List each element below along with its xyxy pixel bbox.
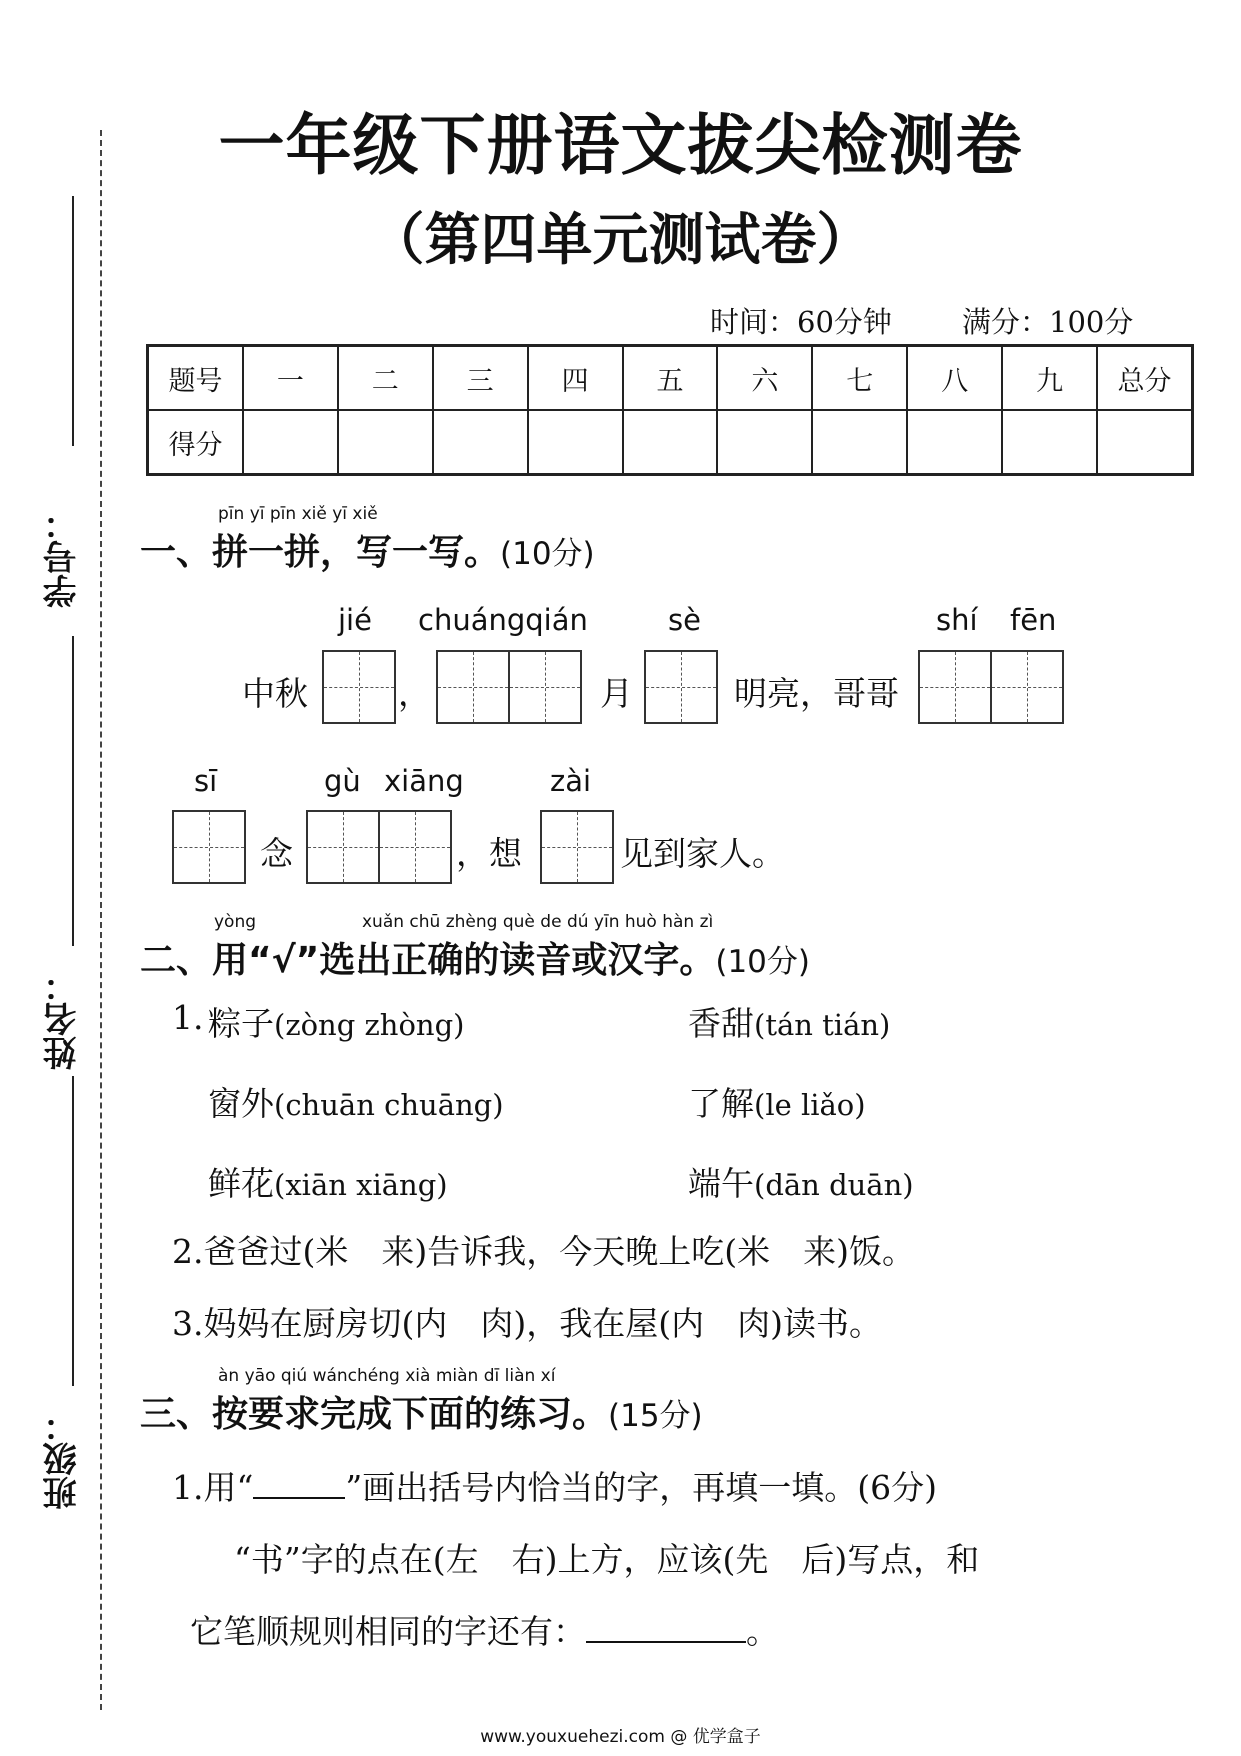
name-rule	[72, 636, 74, 946]
section1-heading	[140, 524, 595, 575]
pinyin-label: sī	[194, 764, 218, 798]
class-label: 班级：	[43, 1408, 83, 1510]
pinyin-label: zài	[550, 764, 592, 798]
table-col: 三	[433, 346, 528, 411]
section2-pinyin: yòng	[214, 912, 257, 932]
choice-item	[688, 998, 890, 1045]
table-header-cell: 得分	[148, 410, 243, 475]
section1-pinyin: pīn yī pīn xiě yī xiě	[218, 504, 378, 524]
section2-points: (10分)	[715, 944, 810, 980]
full-score: 满分：100分	[962, 305, 1134, 339]
section3-title: 三、按要求完成下面的练习。	[140, 1394, 609, 1435]
writing-grid-se[interactable]	[644, 650, 718, 724]
choice-word: 窗外	[208, 1084, 274, 1123]
writing-grid-chuangqian[interactable]	[436, 650, 582, 724]
choice-item	[208, 1158, 448, 1205]
table-col: 五	[623, 346, 718, 411]
score-input-cell[interactable]	[717, 410, 812, 475]
section3-points: (15分)	[608, 1398, 703, 1434]
choice-word: 了解	[688, 1084, 754, 1123]
section3-pinyin: àn yāo qiú wánchéng xià miàn dī liàn xí	[218, 1366, 556, 1386]
choice-options[interactable]: (tán tián)	[754, 1008, 891, 1042]
pinyin-label: xiāng	[384, 764, 464, 798]
score-input-cell[interactable]	[243, 410, 338, 475]
section1-title: 一、拼一拼，写一写。	[140, 532, 501, 573]
writing-grid-shifen[interactable]	[918, 650, 1064, 724]
table-col: 四	[528, 346, 623, 411]
choice-item	[688, 1078, 866, 1125]
class-rule	[72, 1076, 74, 1386]
pinyin-label: shí	[936, 603, 978, 637]
score-input-cell[interactable]	[1002, 410, 1097, 475]
page-subtitle: （第四单元测试卷）	[368, 207, 873, 273]
sentence-text: 明亮，哥哥	[734, 674, 899, 713]
sentence-text: ，想	[456, 834, 522, 873]
sentence-text: 念	[260, 834, 293, 873]
sentence-text: 月	[600, 674, 633, 713]
table-col: 九	[1002, 346, 1097, 411]
table-col: 二	[338, 346, 433, 411]
score-input-cell[interactable]	[623, 410, 718, 475]
section3-line-2	[190, 1606, 779, 1653]
question-number: 1.	[172, 998, 204, 1037]
section2-pinyin: xuǎn chū zhèng què de dú yīn huò hàn zì	[362, 912, 714, 932]
choice-options[interactable]: (zòng zhòng)	[274, 1008, 465, 1042]
score-input-cell[interactable]	[433, 410, 528, 475]
line2-end: 。	[746, 1612, 779, 1651]
page-title: 一年级下册语文拔尖检测卷	[218, 106, 1023, 184]
sentence-text: 见到家人。	[620, 834, 785, 873]
table-row	[148, 410, 1193, 475]
sentence-text: ，	[398, 674, 431, 713]
table-col: 一	[243, 346, 338, 411]
choice-options[interactable]: (chuān chuāng)	[274, 1088, 504, 1122]
score-input-cell[interactable]	[1097, 410, 1192, 475]
answer-blank[interactable]	[586, 1641, 746, 1643]
choice-options[interactable]: (le liǎo)	[754, 1088, 866, 1122]
score-input-cell[interactable]	[338, 410, 433, 475]
pinyin-label: gù	[324, 764, 361, 798]
underline-sample	[253, 1497, 345, 1499]
time-limit: 时间：60分钟	[710, 305, 892, 339]
pinyin-label: chuángqián	[418, 603, 588, 637]
writing-grid-si[interactable]	[172, 810, 246, 884]
score-table	[146, 344, 1194, 476]
table-col: 六	[717, 346, 812, 411]
question-3: 3.妈妈在厨房切(内 肉)，我在屋(内 肉)读书。	[172, 1304, 882, 1343]
writing-grid-zai[interactable]	[540, 810, 614, 884]
choice-item	[208, 998, 464, 1045]
choice-options[interactable]: (dān duān)	[754, 1168, 914, 1202]
table-row	[148, 346, 1193, 411]
section3-line-1: “书”字的点在(左 右)上方，应该(先 后)写点，和	[234, 1540, 980, 1579]
section2-heading	[140, 932, 810, 983]
sentence-text: 中秋	[242, 674, 308, 713]
score-input-cell[interactable]	[528, 410, 623, 475]
writing-grid-guxiang[interactable]	[306, 810, 452, 884]
section3-question-1	[172, 1462, 937, 1509]
choice-word: 端午	[688, 1164, 754, 1203]
pinyin-label: fēn	[1010, 603, 1057, 637]
footer-watermark: www.youxuehezi.com @ 优学盒子	[480, 1727, 761, 1747]
table-col: 七	[812, 346, 907, 411]
section3-heading	[140, 1386, 703, 1437]
q1-suffix: ”画出括号内恰当的字，再填一填。(6分)	[345, 1468, 937, 1507]
q1-prefix: 1.用“	[172, 1468, 254, 1507]
table-col: 总分	[1097, 346, 1192, 411]
choice-word: 粽子	[208, 1004, 274, 1043]
binding-dashed-line	[100, 130, 102, 1710]
section2-title: 二、用“√”选出正确的读音或汉字。	[140, 940, 716, 981]
choice-item	[208, 1078, 504, 1125]
score-input-cell[interactable]	[812, 410, 907, 475]
table-col: 八	[907, 346, 1002, 411]
choice-word: 香甜	[688, 1004, 754, 1043]
choice-options[interactable]: (xiān xiāng)	[274, 1168, 448, 1202]
table-header-cell: 题号	[148, 346, 243, 411]
score-input-cell[interactable]	[907, 410, 1002, 475]
section1-points: (10分)	[500, 536, 595, 572]
choice-word: 鲜花	[208, 1164, 274, 1203]
name-label: 姓名：	[43, 968, 83, 1070]
choice-item	[688, 1158, 914, 1205]
line2-text: 它笔顺规则相同的字还有：	[190, 1612, 586, 1651]
question-2: 2.爸爸过(米 来)告诉我，今天晚上吃(米 来)饭。	[172, 1232, 915, 1271]
pinyin-label: sè	[668, 603, 701, 637]
writing-grid-jie[interactable]	[322, 650, 396, 724]
pinyin-label: jié	[338, 603, 372, 637]
student-id-label: 学号：	[43, 506, 83, 608]
